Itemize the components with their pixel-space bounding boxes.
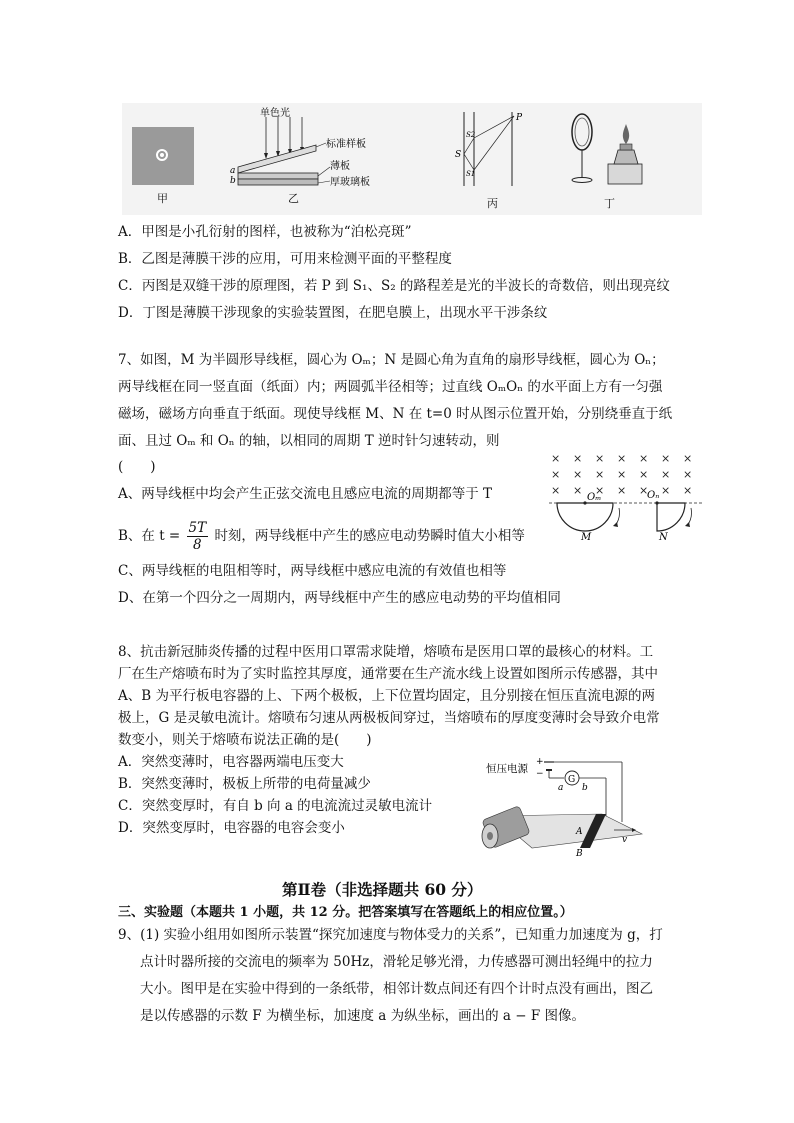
q8-stem-1: 8、抗击新冠肺炎传播的过程中医用口罩需求陡增，熔喷布是医用口罩的最核心的材料。工 [118, 644, 654, 660]
field-cross: × [661, 452, 671, 465]
q6-option-d: D．丁图是薄膜干涉现象的实验装置图，在肥皂膜上，出现水平干涉条纹 [118, 305, 548, 321]
label-light: 单色光 [260, 108, 290, 119]
field-cross: × [683, 484, 693, 497]
label-G: G [568, 775, 576, 785]
q8-option-d: D．突然变厚时，电容器的电容会变小 [118, 820, 345, 836]
label-B: B [576, 849, 583, 859]
q8-option-a: A．突然变薄时，电容器两端电压变大 [118, 754, 344, 770]
field-cross: × [595, 468, 605, 481]
label-std: 标准样板 [326, 139, 366, 150]
label-P: P [516, 113, 523, 123]
caption-bing: 丙 [487, 197, 498, 210]
fraction-num: 5T [188, 520, 207, 536]
field-cross: × [639, 468, 649, 481]
q9-line-2: 点计时器所接的交流电的频率为 50Hz，滑轮足够光滑，力传感器可测出轻绳中的拉力 [140, 954, 653, 970]
caption-yi: 乙 [288, 192, 299, 205]
q7-stem-4: 面、且过 Oₘ 和 Oₙ 的轴，以相同的周期 T 逆时针匀速转动，则 [118, 433, 500, 449]
label-S: S [455, 150, 462, 160]
field-cross: × [617, 484, 627, 497]
field-cross: × [595, 452, 605, 465]
figure-jia [132, 127, 194, 185]
q7-option-b [118, 520, 525, 553]
label-plus: + [536, 757, 544, 767]
field-cross: × [639, 452, 649, 465]
label-OM: Oₘ [587, 492, 602, 503]
field-cross: × [683, 468, 693, 481]
label-S2: S2 [466, 131, 476, 139]
q6-option-c: C．丙图是双缝干涉的原理图，若 P 到 S₁、S₂ 的路程差是光的半波长的奇数倍，则出现亮纹 [118, 278, 670, 294]
q8-stem-3: A、B 为平行板电容器的上、下两个极板，上下位置均固定，且分别接在恒压直流电源的两 [118, 688, 655, 704]
label-M: M [581, 532, 592, 543]
label-b: b [582, 783, 588, 793]
q8-stem-4: 极上，G 是灵敏电流计。熔喷布匀速从两极板间穿过，当熔喷布的厚度变薄时会导致介电常 [118, 710, 660, 726]
field-cross: × [661, 484, 671, 497]
field-cross: × [551, 468, 561, 481]
field-cross: × [661, 468, 671, 481]
label-thick: 厚玻璃板 [330, 177, 370, 188]
figure-ding [562, 108, 662, 192]
q7-option-a: A、两导线框中均会产生正弦交流电且感应电流的周期都等于 T [118, 486, 493, 502]
field-cross: × [639, 484, 649, 497]
label-thin: 薄板 [330, 161, 350, 172]
q8-figure [472, 752, 652, 862]
field-cross: × [551, 452, 561, 465]
q7-stem-2: 两导线框在同一竖直面（纸面）内；两圆弧半径相等；过直线 OₘOₙ 的水平面上方有一匀强 [118, 379, 663, 395]
field-cross: × [617, 452, 627, 465]
label-source: 恒压电源 [486, 763, 528, 775]
q7-option-c: C、两导线框的电阻相等时，两导线框中感应电流的有效值也相等 [118, 563, 507, 579]
q9-line-3: 大小。图甲是在实验中得到的一条纸带，相邻计数点间还有四个计时点没有画出，图乙 [140, 981, 653, 997]
field-cross: × [617, 468, 627, 481]
label-a: a [558, 783, 564, 793]
q7-option-b-suffix: 时刻，两导线框中产生的感应电动势瞬时值大小相等 [214, 528, 525, 544]
field-cross: × [551, 484, 561, 497]
q8-stem-5: 数变小，则关于熔喷布说法正确的是( ) [118, 732, 372, 748]
q9-line-4: 是以传感器的示数 F 为横坐标，加速度 a 为纵坐标，画出的 a − F 图像。 [140, 1008, 585, 1024]
q6-option-a: A．甲图是小孔衍射的图样，也被称为“泊松亮斑” [118, 224, 412, 240]
q8-option-b: B．突然变薄时，极板上所带的电荷量减少 [118, 776, 371, 792]
q6-option-b: B．乙图是薄膜干涉的应用，可用来检测平面的平整程度 [118, 251, 452, 267]
field-cross: × [573, 468, 583, 481]
label-v: v [622, 835, 628, 845]
q7-figure [545, 448, 705, 548]
field-cross: × [595, 484, 605, 497]
q9-line-1: 9、(1) 实验小组用如图所示装置“探究加速度与物体受力的关系”，已知重力加速度为 g，打 [118, 927, 663, 943]
q7-option-b-prefix: B、在 t = [118, 528, 181, 544]
figure-yi [226, 107, 386, 207]
caption-ding: 丁 [604, 197, 615, 210]
section-subtitle: 三、实验题（本题共 1 小题，共 12 分。把答案填写在答题纸上的相应位置。） [118, 905, 573, 920]
label-S1: S1 [466, 170, 476, 178]
section-title: 第Ⅱ卷（非选择题共 60 分） [282, 880, 483, 899]
label-ON: Oₙ [647, 490, 660, 501]
fraction-den: 8 [193, 537, 202, 553]
q7-stem-3: 磁场，磁场方向垂直于纸面。现使导线框 M、N 在 t=0 时从图示位置开始，分别绕垂直于纸 [118, 406, 673, 422]
label-N: N [659, 532, 668, 543]
label-minus: − [536, 769, 544, 779]
field-cross: × [573, 484, 583, 497]
q7-stem-5: ( ) [118, 459, 156, 475]
field-cross: × [573, 452, 583, 465]
caption-jia: 甲 [157, 192, 168, 205]
diffraction-center [160, 153, 164, 157]
label-a: a [230, 166, 236, 176]
q8-option-c: C．突然变厚时，有自 b 向 a 的电流流过灵敏电流计 [118, 798, 433, 814]
label-A: A [576, 827, 583, 837]
q7-stem-1: 7、如图，M 为半圆形导线框，圆心为 Oₘ；N 是圆心角为直角的扇形导线框，圆心为 Oₙ； [118, 352, 665, 368]
q7-option-d: D、在第一个四分之一周期内，两导线框中产生的感应电动势的平均值相同 [118, 590, 561, 606]
label-b: b [230, 176, 236, 186]
q8-stem-2: 厂在生产熔喷布时为了实时监控其厚度，通常要在生产流水线上设置如图所示传感器，其中 [118, 666, 658, 682]
figure-bing [450, 108, 530, 188]
field-cross: × [683, 452, 693, 465]
fraction [187, 520, 209, 553]
